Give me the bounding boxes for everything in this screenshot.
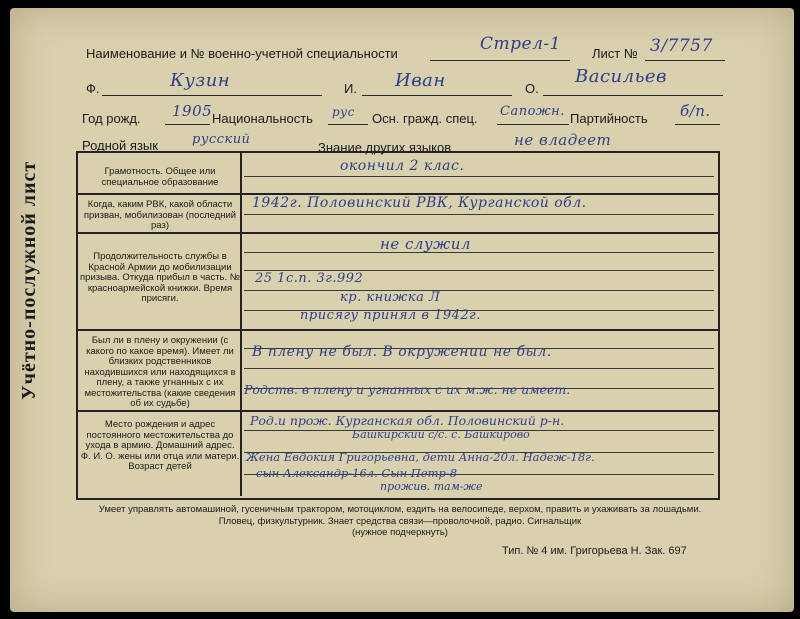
residence-entry-2: Башкирский с/с. с. Башкирово: [352, 428, 530, 441]
residence-entry-1: Род.и прож. Курганская обл. Половинский р-н.: [250, 413, 565, 428]
residence-entry-4: сын Александр-16л. Сын Петр-8: [256, 466, 458, 480]
birth-year-value: 1905: [172, 102, 213, 120]
conscription-entry: 1942г. Половинский РВК, Курганской обл.: [252, 195, 587, 211]
row-label-service: Продолжительность службы в Красной Армии до мобилизации призыва. Откуда прибыл в часть. № красноармейской книжки. Время присяги.: [80, 251, 240, 304]
first-name-value: Иван: [395, 70, 446, 91]
row-label-residence: Место рождения и адрес постоянного местожительства до ухода в армию. Домашний адрес. Ф. И. О. жены или отца или матери. Возраст детей: [80, 419, 240, 472]
row-label-education: Грамотность. Общее или специальное образование: [101, 166, 219, 188]
nationality-value: рус: [332, 105, 355, 119]
residence-entry-5: прожив. там-же: [380, 480, 483, 493]
captivity-entry-2: Родств. в плену и угнанных с их м.ж. не имеет.: [244, 382, 571, 397]
printer-imprint: Тип. № 4 им. Григорьева Н. Зак. 697: [502, 545, 687, 557]
surname-label: Ф.: [86, 81, 100, 96]
row-label-captivity: Был ли в плену и окружении (с какого по какое время). Имеет ли близких родственников находившихся или находящихся в плену, а также угнанных с их местожительства (какие сведения об их судьбе): [84, 335, 236, 409]
service-entry-4: присягу принял в 1942г.: [300, 308, 481, 323]
native-language-label: Родной язык: [82, 138, 158, 153]
first-name-label: И.: [344, 81, 357, 96]
service-entry-2: 25 1с.п. 3г.992: [255, 271, 364, 286]
surname-value: Кузин: [170, 70, 231, 91]
specialty-value: Стрел-1: [480, 34, 561, 54]
party-label: Партийность: [570, 111, 648, 126]
residence-entry-3: Жена Евдокия Григорьевна, дети Анна-20л. Надеж-18г.: [246, 450, 595, 464]
side-title: Учётно-послужной лист: [18, 160, 40, 400]
underline-note: (нужное подчеркнуть): [352, 527, 448, 538]
service-entry-1: не служил: [380, 235, 471, 253]
party-value: б/п.: [680, 102, 711, 120]
sheet-label: Лист №: [592, 46, 638, 61]
nationality-label: Национальность: [212, 111, 313, 126]
civil-specialty-label: Осн. гражд. спец.: [372, 111, 478, 126]
captivity-entry-1: В плену не был. В окружении не был.: [252, 344, 552, 360]
row-label-conscription: Когда, каким РВК, какой области призван, мобилизован (последний раз): [83, 199, 237, 231]
civil-specialty-value: Сапожн.: [500, 104, 565, 119]
education-entry: окончил 2 клас.: [340, 158, 465, 174]
patronymic-label: О.: [525, 81, 539, 96]
other-languages-label: Знание других языков: [318, 140, 452, 155]
service-entry-3: кр. книжка Л: [340, 290, 441, 305]
native-language-value: русский: [192, 132, 251, 147]
other-languages-value: не владеет: [514, 131, 612, 149]
skills-text: Умеет управлять автомашиной, гусеничным трактором, мотоциклом, ездить на велосипеде, верхом, править и ухаживать за лошадьми. Пловец, физкультурник. Знает средства связи—проволочной, радио. Сигнальщик: [98, 504, 702, 527]
specialty-label: Наименование и № военно-учетной специальности: [86, 46, 398, 61]
patronymic-value: Васильев: [575, 66, 668, 87]
birth-year-label: Год рожд.: [82, 111, 141, 126]
sheet-number: 3/7757: [650, 36, 713, 56]
